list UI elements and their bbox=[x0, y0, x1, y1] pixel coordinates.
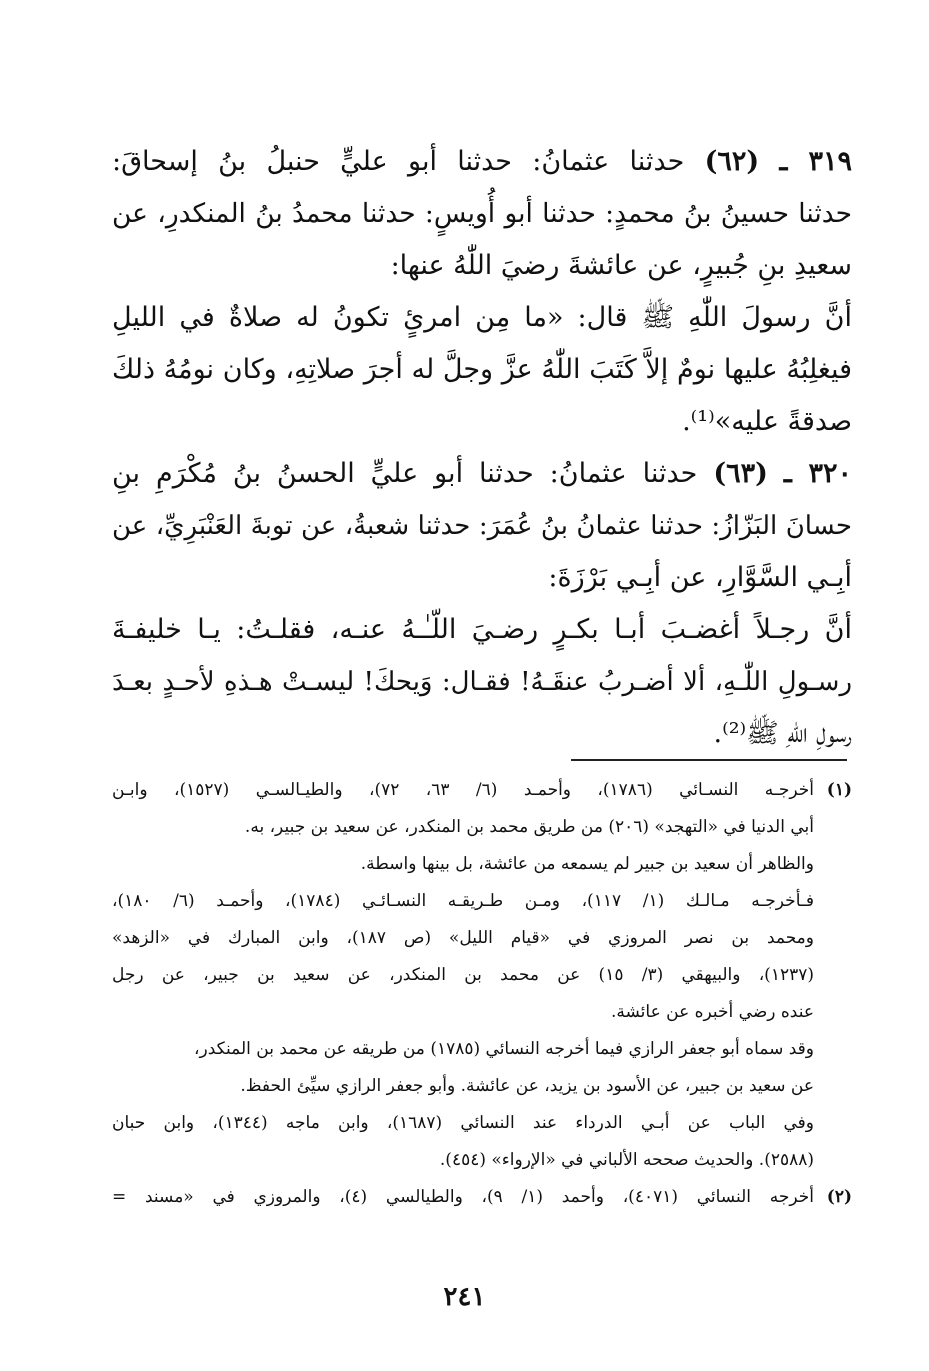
footnote-separator bbox=[571, 759, 847, 761]
hadith-319-line-6: صدقةً عليه»⁽¹⁾. bbox=[682, 406, 852, 437]
footnote-body bbox=[112, 1179, 814, 1216]
hadith-sub-number: (٦٣) bbox=[713, 458, 768, 489]
footnote-mark: (٢) bbox=[826, 1187, 852, 1207]
footnote-line: ومحمد بن نصر المروزي في «قيام الليل» (ص ١٨٧)، وابن المبارك في «الزهد» bbox=[112, 928, 814, 948]
hadith-319-line-3: سعيدِ بنِ جُبيرٍ، عن عائشةَ رضيَ اللّٰهُ عنها: bbox=[390, 250, 852, 281]
hadith-320-line-2: حسانَ البَزّازُ: حدثنا عثمانُ بنُ عُمَرَ: حدثنا شعبةُ، عن توبةَ العَنْبَرِيِّ، عن bbox=[112, 511, 852, 541]
hadith-320-line-6: رسولِ اللّٰهِ ﷺ⁽²⁾. bbox=[713, 718, 852, 749]
footnote-mark: (١) bbox=[826, 780, 852, 800]
footnote-body bbox=[112, 772, 814, 1179]
footnote-2 bbox=[112, 1179, 852, 1216]
hadith-320-line-1 bbox=[112, 448, 852, 500]
main-text bbox=[112, 136, 852, 760]
hadith-text: حدثنا عثمانُ: حدثنا أبو عليٍّ الحسنُ بنُ مُكْرَمِ بنِ bbox=[112, 458, 698, 489]
footnote-line: (٢٥٨٨). والحديث صححه الألباني في «الإرواء» (٤٥٤). bbox=[439, 1150, 814, 1170]
footnote-line: عن سعيد بن جبير، عن الأسود بن يزيد، عن عائشة. وأبو جعفر الرازي سيِّئ الحفظ. bbox=[240, 1076, 814, 1096]
hadith-319-line-5: فيغلِبُهُ عليها نومٌ إلاَّ كَتَبَ اللّٰهُ عزَّ وجلَّ له أجرَ صلاتِهِ، وكان نومُهُ ذلكَ bbox=[112, 354, 852, 385]
footnote-line: أبي الدنيا في «التهجد» (٢٠٦) من طريق محمد بن المنكدر، عن سعيد بن جبير، به. bbox=[244, 817, 814, 837]
hadith-320-line-3: أبِـي السَّوَّارِ، عن أبِـي بَرْزَةَ: bbox=[548, 562, 852, 593]
footnote-line: (١٢٣٧)، والبيهقي (٣/ ١٥) عن محمد بن المنكدر، عن سعيد بن جبير، عن رجل bbox=[112, 965, 814, 985]
footnotes bbox=[112, 772, 852, 1216]
footnote-line: عنده رضي أخبره عن عائشة. bbox=[610, 1002, 814, 1022]
hadith-number: ٣٢٠ ـ bbox=[783, 458, 852, 489]
page-number: ٢٤١ bbox=[443, 1282, 486, 1312]
footnote-1 bbox=[112, 772, 852, 1179]
hadith-number: ٣١٩ ـ bbox=[779, 146, 852, 177]
hadith-text: حدثنا عثمانُ: حدثنا أبو عليٍّ حنبلُ بنُ إسحاقَ: bbox=[112, 146, 685, 177]
hadith-sub-number: (٦٢) bbox=[704, 146, 760, 177]
hadith-320-line-5: رسـولِ اللّٰـهِ، ألا أضـربُ عنقَـهُ! فقـال: وَيحكَ! ليسـتْ هـذهِ لأحـدٍ بعـدَ bbox=[112, 667, 852, 697]
footnote-line: وفي الباب عن أبـي الدرداء عند النسائي (١٦٨٧)، وابن ماجه (١٣٤٤)، وابن حبان bbox=[112, 1113, 814, 1133]
footnote-line: أخرجـه النسـائي (١٧٨٦)، وأحمـد (٦/ ٦٣، ٧٢)، والطيـالسـي (١٥٢٧)، وابـن bbox=[112, 780, 815, 800]
hadith-319-line-1 bbox=[112, 136, 852, 188]
hadith-320-line-4: أنَّ رجـلاً أغضـبَ أبـا بكـرٍ رضـيَ اللّـٰـهُ عنـه، فقلـتُ: يـا خليفـةَ bbox=[112, 614, 852, 645]
footnote-line: فـأخرجـه مـالـك (١/ ١١٧)، ومـن طـريقـه النسـائـي (١٧٨٤)، وأحمـد (٦/ ١٨٠)، bbox=[112, 891, 814, 911]
hadith-319-line-2: حدثنا حسينُ بنُ محمدٍ: حدثنا أبو أُويسٍ: حدثنا محمدُ بنُ المنكدرِ، عن bbox=[112, 198, 852, 229]
footnote-line: أخرجه النسائي (٤٠٧١)، وأحمد (١/ ٩)، والطيالسي (٤)، والمروزي في «مسند = bbox=[112, 1187, 814, 1207]
hadith-319-line-4: أنَّ رسولَ اللّٰهِ ﷺ قال: «ما مِن امرئٍ تكونُ له صلاةٌ في الليلِ bbox=[112, 302, 852, 333]
footnote-line: وقد سماه أبو جعفر الرازي فيما أخرجه النسائي (١٧٨٥) من طريقه عن محمد بن المنكدر، bbox=[194, 1039, 814, 1059]
footnote-line: والظاهر أن سعيد بن جبير لم يسمعه من عائشة، بل بينها واسطة. bbox=[360, 854, 814, 874]
